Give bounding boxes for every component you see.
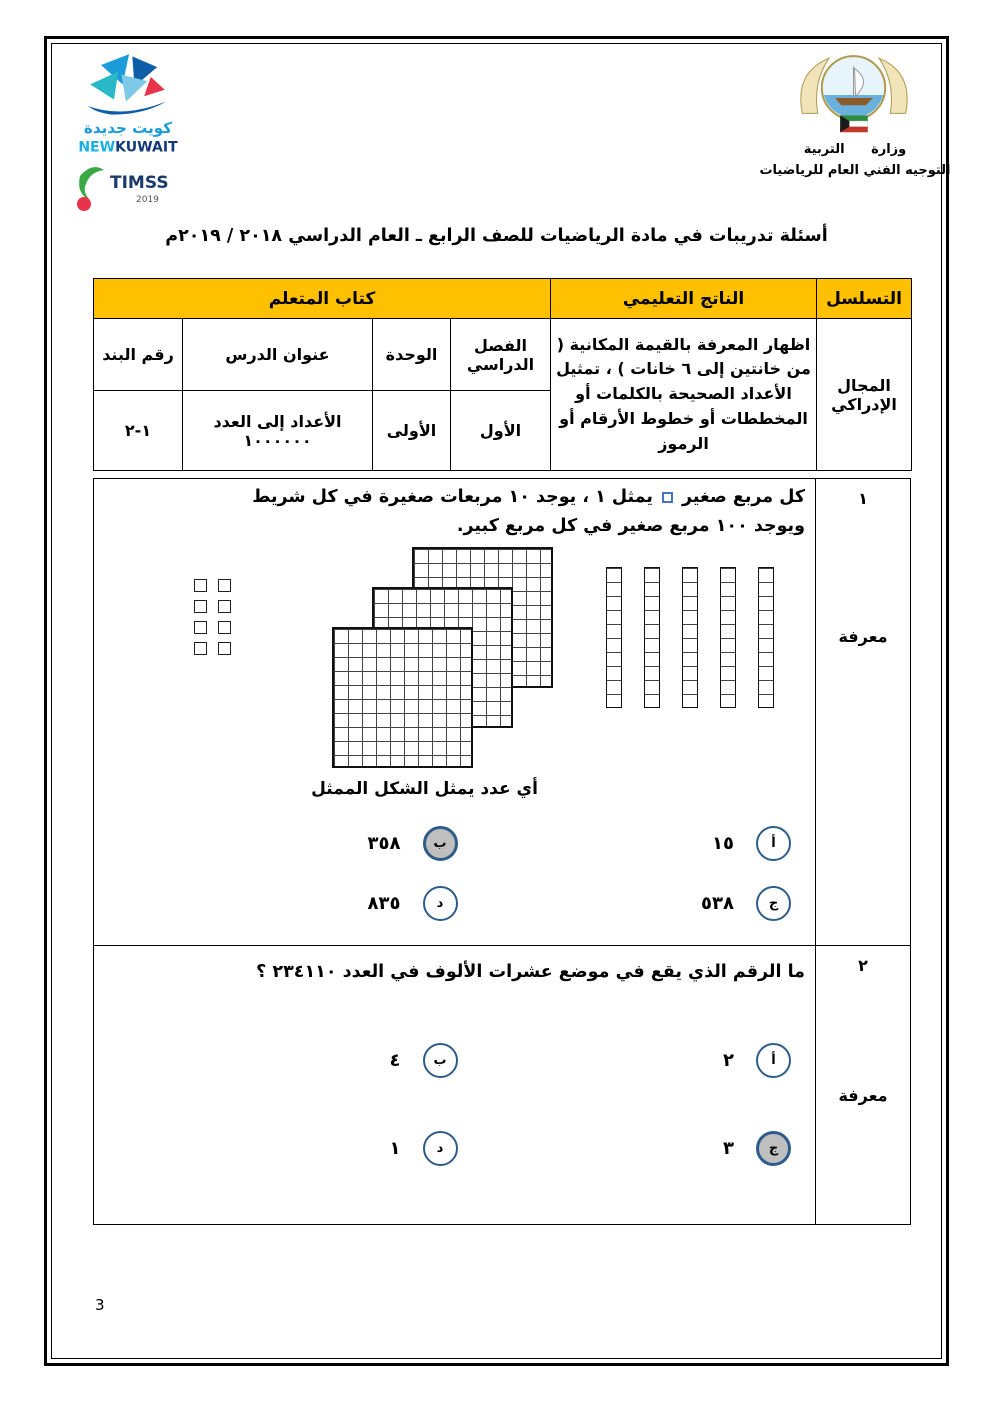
learner-book-header-cell: كتاب المتعلم xyxy=(94,279,551,319)
page-number: 3 xyxy=(95,1296,105,1314)
ministry-header xyxy=(755,140,955,182)
questions-table xyxy=(93,478,911,1225)
ones-squares xyxy=(194,579,231,655)
question-1-text-line1 xyxy=(252,487,805,507)
item-number-value-cell: ١-٢ xyxy=(94,391,183,471)
q1-option-a-value: ١٥ xyxy=(712,832,734,854)
q1-option-a-circle[interactable]: أ xyxy=(756,826,791,861)
page-title: أسئلة تدريبات في مادة الرياضيات للصف الرابع ـ العام الدراسي ٢٠١٨ / ٢٠١٩م xyxy=(165,226,828,246)
question-2-text: ما الرقم الذي يقع في موضع عشرات الألوف في العدد ٢٣٤١١٠ ؟ xyxy=(256,962,805,982)
q2-option-a[interactable] xyxy=(458,1041,792,1079)
q2-option-b-value: ٤ xyxy=(389,1049,401,1071)
ministry-name: وزارة التربية xyxy=(803,142,907,157)
q1-option-a[interactable] xyxy=(458,824,792,862)
timss-logo-icon xyxy=(70,160,182,216)
q2-option-c-circle[interactable]: ج xyxy=(756,1131,791,1166)
ministry-department: التوجيه الفني العام للرياضيات xyxy=(759,162,951,178)
question-1-domain: معرفة xyxy=(838,627,888,646)
question-1-text-line1-a: كل مربع صغير xyxy=(681,487,805,507)
timss-text: TIMSS xyxy=(110,173,169,193)
unit-square-icon xyxy=(662,492,673,503)
q1-option-d[interactable] xyxy=(124,884,458,922)
question-1-side-cell xyxy=(815,479,910,945)
tens-strips xyxy=(606,567,774,708)
semester-value-cell: الأول xyxy=(451,391,551,471)
unit-value-cell: الأولى xyxy=(373,391,451,471)
q2-option-b[interactable] xyxy=(124,1041,458,1079)
sequence-header-cell: التسلسل xyxy=(817,279,912,319)
q1-option-c[interactable] xyxy=(458,884,792,922)
q2-option-d-circle[interactable]: د xyxy=(423,1131,458,1166)
lesson-title-value-cell: الأعداد إلى العدد ١٠٠٠٠٠٠ xyxy=(183,391,373,471)
q1-option-c-value: ٥٣٨ xyxy=(701,892,734,914)
new-kuwait-arabic-text: كويت جديدة xyxy=(83,119,173,137)
q2-option-a-circle[interactable]: أ xyxy=(756,1043,791,1078)
question-1-number: ١ xyxy=(858,489,868,508)
question-1-prompt: أي عدد يمثل الشكل الممثل xyxy=(311,779,538,799)
question-2-side-cell xyxy=(815,946,910,1224)
unit-label-cell: الوحدة xyxy=(373,319,451,391)
cognitive-domain-cell: المجال الإدراكي xyxy=(817,319,912,471)
question-1-text-line1-b: يمثل ١ ، يوجد ١٠ مربعات صغيرة في كل شريط xyxy=(252,487,653,507)
question-2-domain: معرفة xyxy=(838,1086,888,1105)
learning-outcome-header-cell: الناتج التعليمي xyxy=(551,279,817,319)
question-1-text-line2: ويوجد ١٠٠ مربع صغير في كل مربع كبير. xyxy=(456,516,805,536)
question-2-body xyxy=(94,946,815,1224)
q2-option-c[interactable] xyxy=(458,1129,792,1167)
question-1-body xyxy=(94,479,815,945)
q1-option-d-circle[interactable]: د xyxy=(423,886,458,921)
hundreds-grids xyxy=(332,547,558,773)
timss-year: 2019 xyxy=(136,195,159,205)
q1-option-b-value: ٣٥٨ xyxy=(367,832,401,854)
new-kuwait-kuwait-text: KUWAIT xyxy=(115,139,178,156)
question-2-number: ٢ xyxy=(858,956,868,975)
question-1 xyxy=(94,479,910,946)
q2-option-b-circle[interactable]: ب xyxy=(423,1043,458,1078)
svg-text:NEWKUWAIT xyxy=(78,139,178,155)
base-ten-blocks-figure xyxy=(94,541,815,781)
question-1-options xyxy=(124,824,791,922)
question-2-options xyxy=(124,1041,791,1167)
question-2 xyxy=(94,946,910,1224)
new-kuwait-logo-icon xyxy=(68,52,188,160)
q1-option-b-circle[interactable]: ب xyxy=(423,826,458,861)
semester-label-cell: الفصل الدراسي xyxy=(451,319,551,391)
q1-option-c-circle[interactable]: ج xyxy=(756,886,791,921)
q2-option-a-value: ٢ xyxy=(723,1049,734,1071)
lesson-title-label-cell: عنوان الدرس xyxy=(183,319,373,391)
item-number-label-cell: رقم البند xyxy=(94,319,183,391)
q1-option-b[interactable] xyxy=(124,824,458,862)
q2-option-d-value: ١ xyxy=(389,1137,401,1159)
new-kuwait-new-text: NEW xyxy=(78,139,116,156)
learning-outcome-cell: اظهار المعرفة بالقيمة المكانية ( من خانتين إلى ٦ خانات ) ، تمثيل الأعداد الصحيحة بالكلمات أو المخططات أو خطوط الأرقام أو الرموز xyxy=(551,319,817,471)
q2-option-d[interactable] xyxy=(124,1129,458,1167)
q1-option-d-value: ٨٣٥ xyxy=(367,892,401,914)
kuwait-emblem-icon xyxy=(788,50,920,142)
info-table xyxy=(93,278,912,471)
q2-option-c-value: ٣ xyxy=(723,1137,734,1159)
